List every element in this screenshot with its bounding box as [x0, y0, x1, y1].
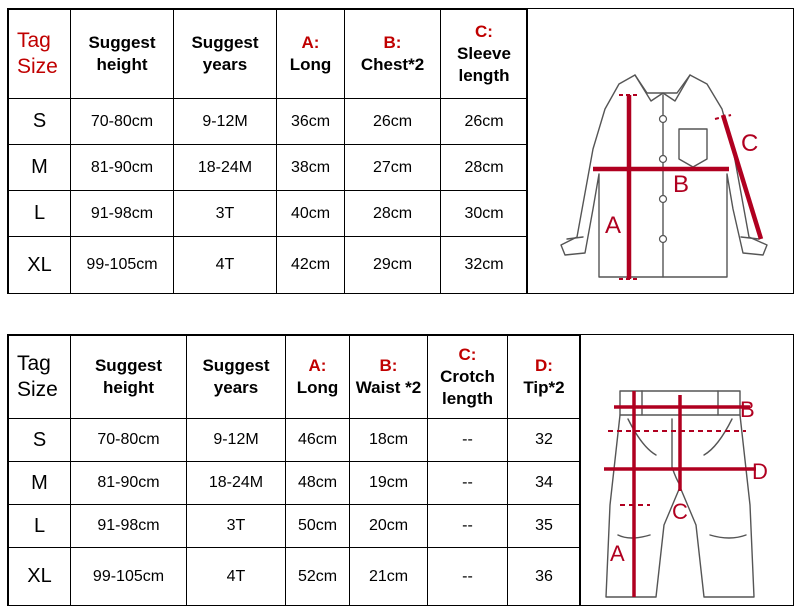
size-cell: S — [9, 419, 71, 462]
height-cell: 70-80cm — [71, 419, 187, 462]
suggest-height-header: Suggest height — [71, 336, 187, 419]
long-cell: 36cm — [277, 99, 345, 145]
years-cell: 9-12M — [174, 99, 277, 145]
shirt-size-table — [8, 9, 528, 294]
crotch-cell: -- — [428, 462, 508, 505]
waist-cell: 21cm — [350, 548, 428, 606]
long-cell: 42cm — [277, 237, 345, 294]
table-row — [9, 462, 581, 505]
long-cell: 40cm — [277, 191, 345, 237]
chest-cell: 27cm — [345, 145, 441, 191]
tip-cell: 36 — [508, 548, 581, 606]
years-cell: 18-24M — [174, 145, 277, 191]
tip-cell: 32 — [508, 419, 581, 462]
long-header — [277, 10, 345, 99]
a-letter: A: — [308, 355, 327, 375]
table-row — [9, 99, 528, 145]
waist-label: Waist *2 — [355, 378, 422, 397]
shirt-size-chart — [7, 8, 794, 294]
diagram-label-b: B — [673, 171, 690, 198]
height-cell: 99-105cm — [71, 237, 174, 294]
diagram-label-d: D — [752, 459, 768, 484]
sleeve-cell: 32cm — [441, 237, 528, 294]
tip-label: Tip*2 — [523, 378, 565, 397]
chest-header — [345, 10, 441, 99]
diagram-label-a: A — [605, 212, 622, 239]
suggest-years-header: Suggest years — [174, 10, 277, 99]
years-cell: 3T — [174, 191, 277, 237]
long-header — [286, 336, 350, 419]
b-letter: B: — [383, 32, 402, 52]
size-cell: L — [9, 505, 71, 548]
waist-cell: 18cm — [350, 419, 428, 462]
sleeve-cell: 26cm — [441, 99, 528, 145]
table-row — [9, 505, 581, 548]
c-letter: C: — [458, 344, 477, 364]
crotch-header — [428, 336, 508, 419]
table-header-row — [9, 336, 581, 419]
sleeve-label: Sleeve length — [457, 43, 511, 86]
diagram-label-b: B — [740, 397, 755, 422]
years-cell: 4T — [187, 548, 286, 606]
height-cell: 81-90cm — [71, 145, 174, 191]
long-label: Long — [296, 378, 339, 397]
waist-cell: 19cm — [350, 462, 428, 505]
table-row — [9, 419, 581, 462]
table-row — [9, 548, 581, 606]
height-cell: 99-105cm — [71, 548, 187, 606]
long-label: Long — [289, 55, 332, 74]
height-cell: 91-98cm — [71, 505, 187, 548]
size-cell: XL — [9, 237, 71, 294]
long-cell: 52cm — [286, 548, 350, 606]
shirt-diagram — [526, 9, 793, 293]
size-cell: XL — [9, 548, 71, 606]
years-cell: 18-24M — [187, 462, 286, 505]
crotch-cell: -- — [428, 548, 508, 606]
long-cell: 46cm — [286, 419, 350, 462]
d-letter: D: — [535, 355, 553, 375]
waist-header — [350, 336, 428, 419]
height-cell: 91-98cm — [71, 191, 174, 237]
diagram-label-c: C — [741, 130, 759, 157]
crotch-label: Crotch length — [440, 366, 495, 409]
sleeve-header — [441, 10, 528, 99]
table-header-row — [9, 10, 528, 99]
years-cell: 3T — [187, 505, 286, 548]
chest-cell: 29cm — [345, 237, 441, 294]
height-cell: 81-90cm — [71, 462, 187, 505]
tag-size-header: Tag Size — [9, 336, 71, 419]
tag-size-header: Tag Size — [9, 10, 71, 99]
crotch-cell: -- — [428, 419, 508, 462]
a-letter: A: — [301, 32, 320, 52]
chest-label: Chest*2 — [360, 55, 425, 74]
diagram-label-a: A — [610, 541, 625, 566]
long-cell: 38cm — [277, 145, 345, 191]
diagram-label-c: C — [672, 499, 688, 524]
table-row — [9, 145, 528, 191]
long-cell: 50cm — [286, 505, 350, 548]
table-row — [9, 191, 528, 237]
size-cell: S — [9, 99, 71, 145]
b-letter: B: — [379, 355, 398, 375]
years-cell: 9-12M — [187, 419, 286, 462]
pants-diagram — [579, 335, 793, 605]
long-cell: 48cm — [286, 462, 350, 505]
height-cell: 70-80cm — [71, 99, 174, 145]
table-row — [9, 237, 528, 294]
size-cell: M — [9, 145, 71, 191]
sleeve-cell: 28cm — [441, 145, 528, 191]
tip-cell: 34 — [508, 462, 581, 505]
crotch-cell: -- — [428, 505, 508, 548]
years-cell: 4T — [174, 237, 277, 294]
chest-cell: 28cm — [345, 191, 441, 237]
tip-header — [508, 336, 581, 419]
sleeve-cell: 30cm — [441, 191, 528, 237]
pants-size-chart — [7, 334, 794, 606]
chest-cell: 26cm — [345, 99, 441, 145]
waist-cell: 20cm — [350, 505, 428, 548]
tip-cell: 35 — [508, 505, 581, 548]
size-cell: M — [9, 462, 71, 505]
size-cell: L — [9, 191, 71, 237]
pants-size-table — [8, 335, 581, 606]
suggest-years-header: Suggest years — [187, 336, 286, 419]
suggest-height-header: Suggest height — [71, 10, 174, 99]
c-letter: C: — [475, 21, 493, 41]
